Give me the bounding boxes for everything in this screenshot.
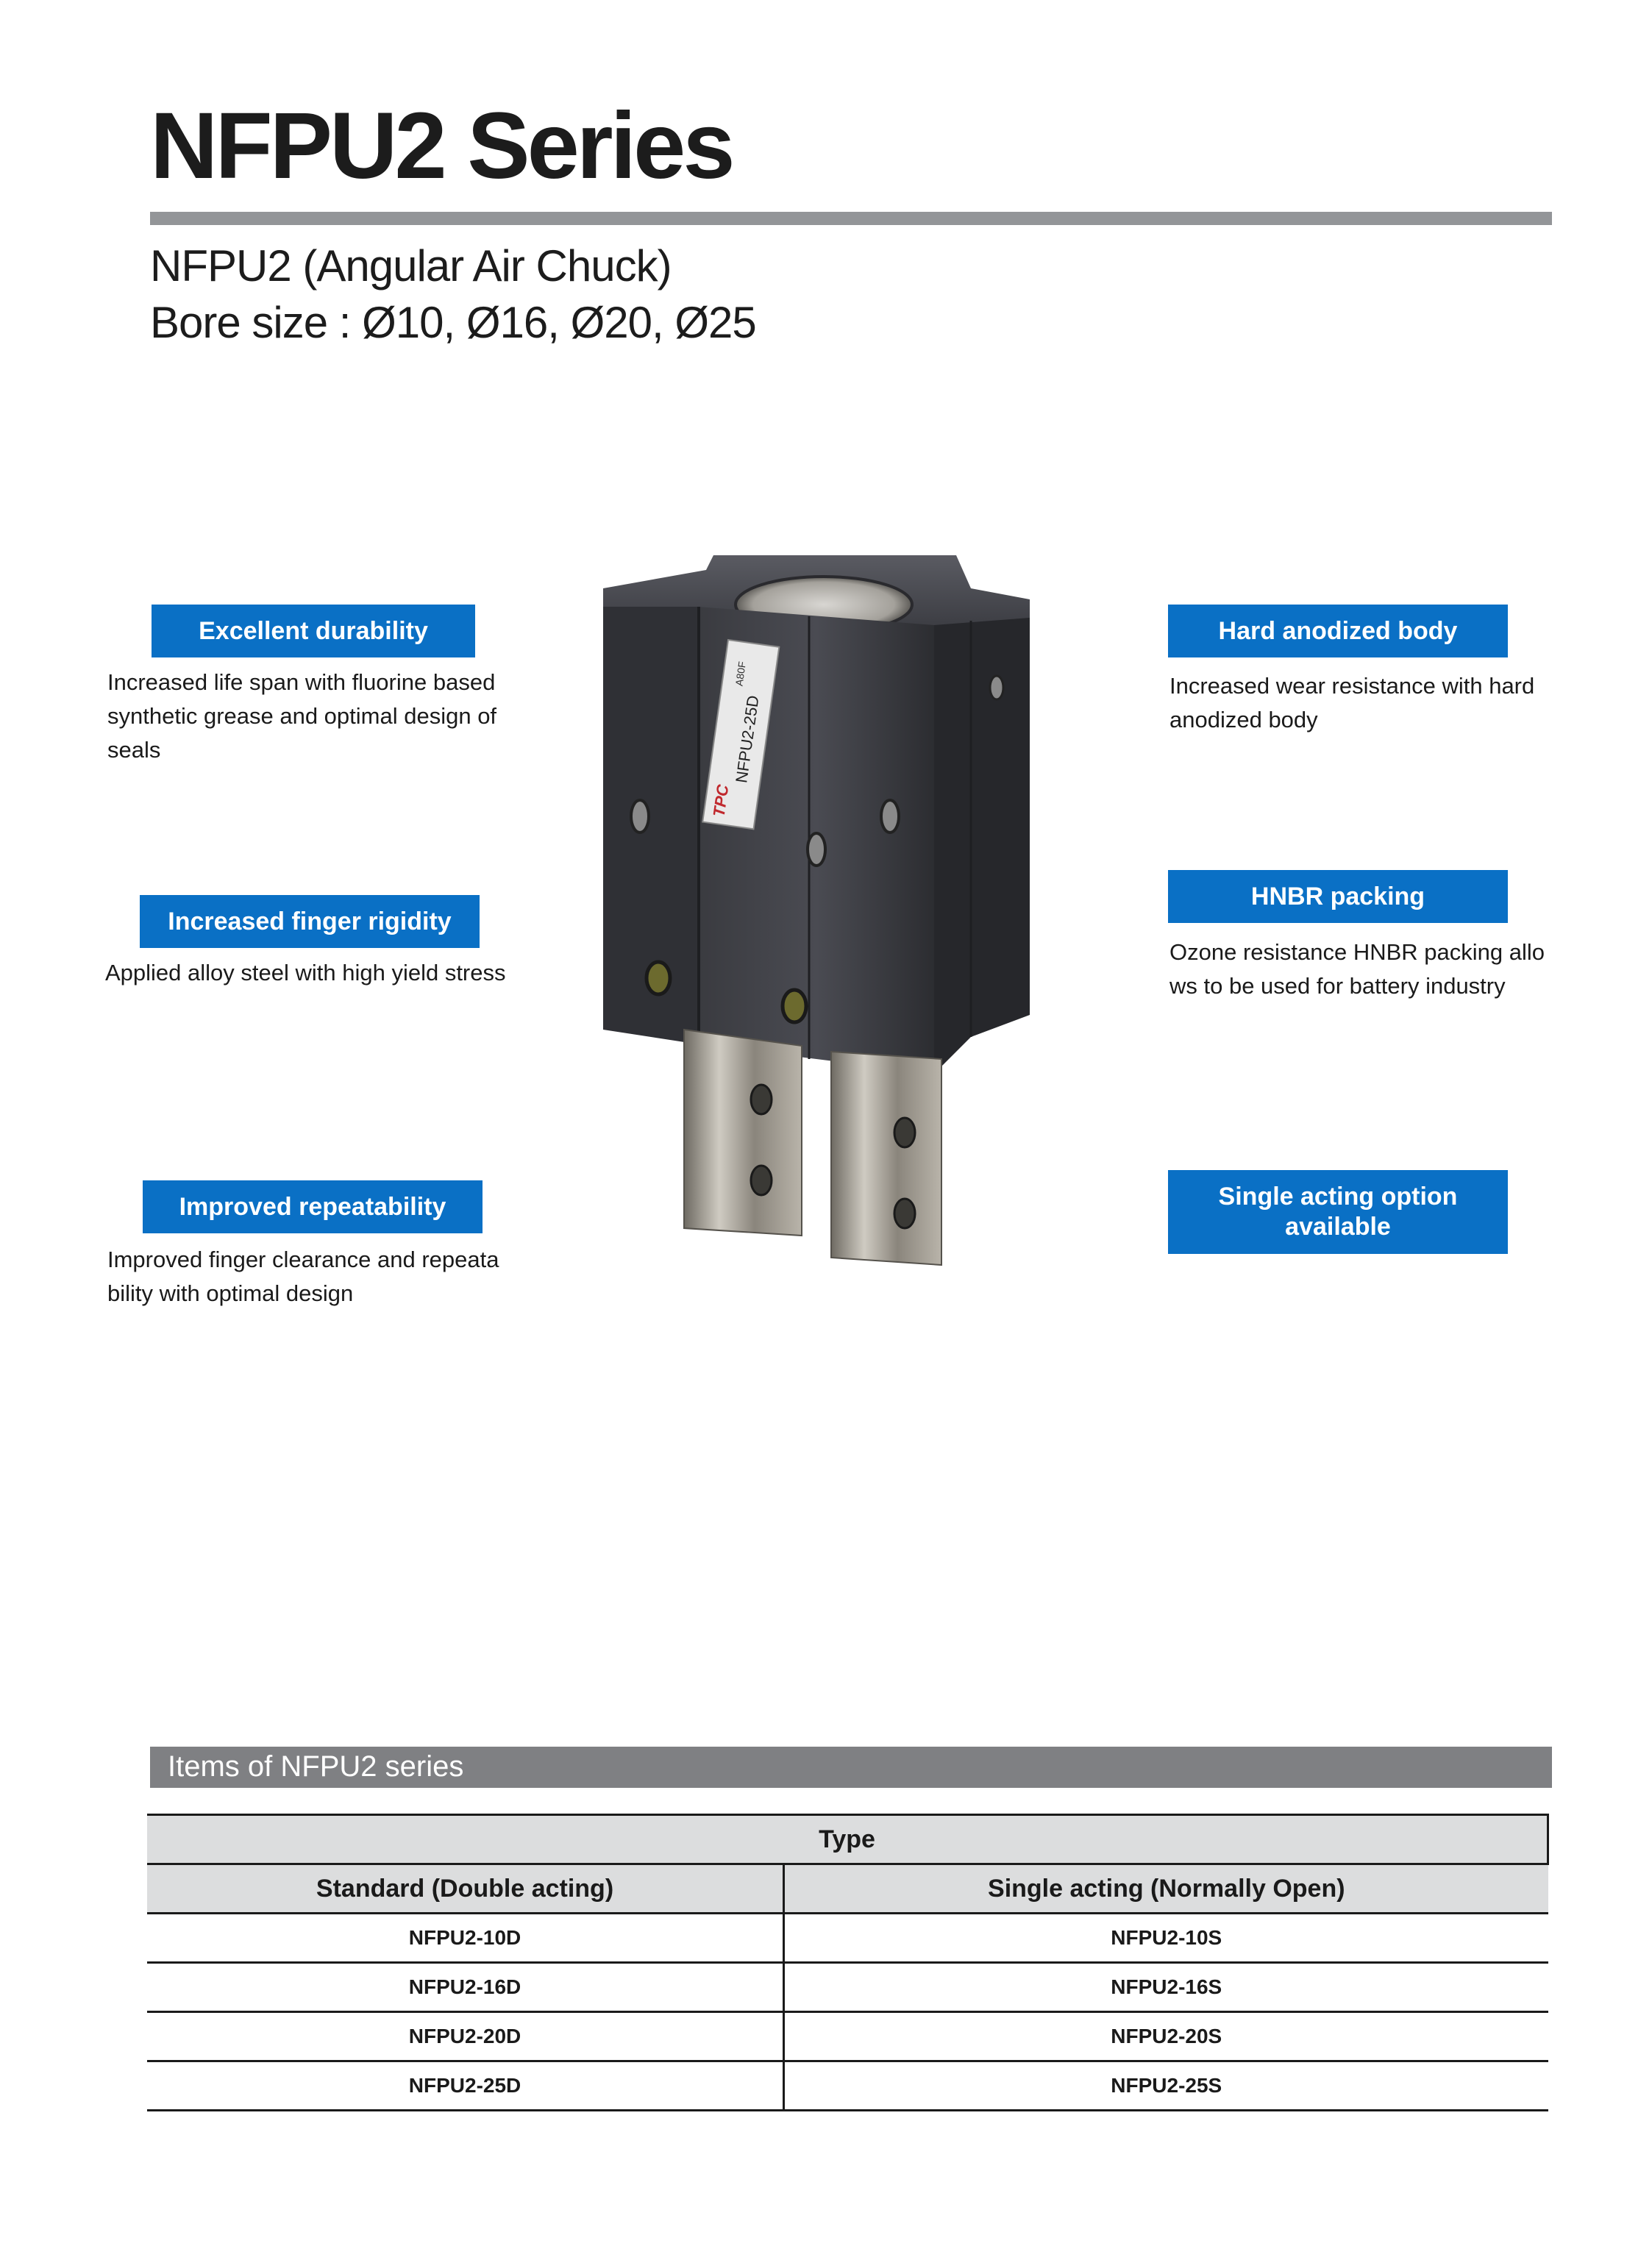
body-right-side [934,618,1030,1074]
label-code: A80F [733,660,749,687]
angular-air-chuck-image [588,544,1059,1287]
desc-line: Improved finger clearance and repeata [107,1247,499,1272]
items-section-title: Items of NFPU2 series [168,1750,464,1783]
desc-line: Increased wear resistance with hard [1169,673,1535,699]
bore-size-subtitle: Bore size : Ø10, Ø16, Ø20, Ø25 [150,298,756,347]
table-row [147,2012,1548,2061]
feature-desc-anodized [1169,669,1534,737]
badge-line: Single acting option [1218,1183,1458,1211]
label-brand: TPC [709,783,733,819]
table-cell: NFPU2-20S [784,2012,1548,2061]
port-hole [881,800,899,833]
desc-line: bility with optimal design [107,1280,354,1306]
type-header: Type [147,1815,1548,1864]
desc-line: ws to be used for battery industry [1169,973,1506,999]
table-group-header-row [147,1815,1548,1864]
finger-left [684,1030,802,1236]
feature-badge-anodized: Hard anodized body [1168,605,1508,657]
table-cell: NFPU2-10S [784,1914,1548,1963]
feature-badge-single-acting [1168,1170,1508,1254]
desc-line: synthetic grease and optimal design of [107,703,497,729]
finger-hole [751,1085,772,1114]
table-column-header-row [147,1864,1548,1914]
feature-badge-hnbr: HNBR packing [1168,870,1508,923]
label-model: NFPU2-25D [732,694,763,785]
table-row [147,1914,1548,1963]
finger-right [831,1052,941,1265]
table-cell: NFPU2-20D [147,2012,784,2061]
feature-desc-durability [107,666,496,767]
desc-line: Applied alloy steel with high yield stress [105,960,506,985]
port-hole [631,800,649,833]
desc-line: anodized body [1169,707,1318,732]
table-cell: NFPU2-25D [147,2061,784,2111]
feature-badge-rigidity: Increased finger rigidity [140,895,480,948]
feature-desc-rigidity [105,956,506,990]
column-header-standard: Standard (Double acting) [147,1864,784,1914]
finger-hole [894,1199,915,1228]
table-cell: NFPU2-16S [784,1963,1548,2012]
items-table [147,1814,1549,2111]
port-hole [808,833,825,866]
pin [647,962,670,994]
table-cell: NFPU2-10D [147,1914,784,1963]
finger-hole [751,1166,772,1195]
feature-badge-repeatability: Improved repeatability [143,1180,483,1233]
product-subtitle: NFPU2 (Angular Air Chuck) [150,241,672,290]
feature-desc-hnbr [1169,935,1545,1003]
badge-line: available [1285,1213,1391,1241]
column-header-single-acting: Single acting (Normally Open) [784,1864,1548,1914]
feature-desc-repeatability [107,1243,499,1311]
table-cell: NFPU2-25S [784,2061,1548,2111]
desc-line: Ozone resistance HNBR packing allo [1169,939,1545,965]
pin [783,990,806,1022]
desc-line: seals [107,737,161,763]
table-row [147,1963,1548,2012]
finger-hole [894,1118,915,1147]
title-divider [150,212,1552,225]
feature-badge-durability: Excellent durability [152,605,475,657]
table-row [147,2061,1548,2111]
desc-line: Increased life span with fluorine based [107,669,496,695]
port-hole [990,676,1003,699]
table-cell: NFPU2-16D [147,1963,784,2012]
page-title: NFPU2 Series [150,93,733,199]
